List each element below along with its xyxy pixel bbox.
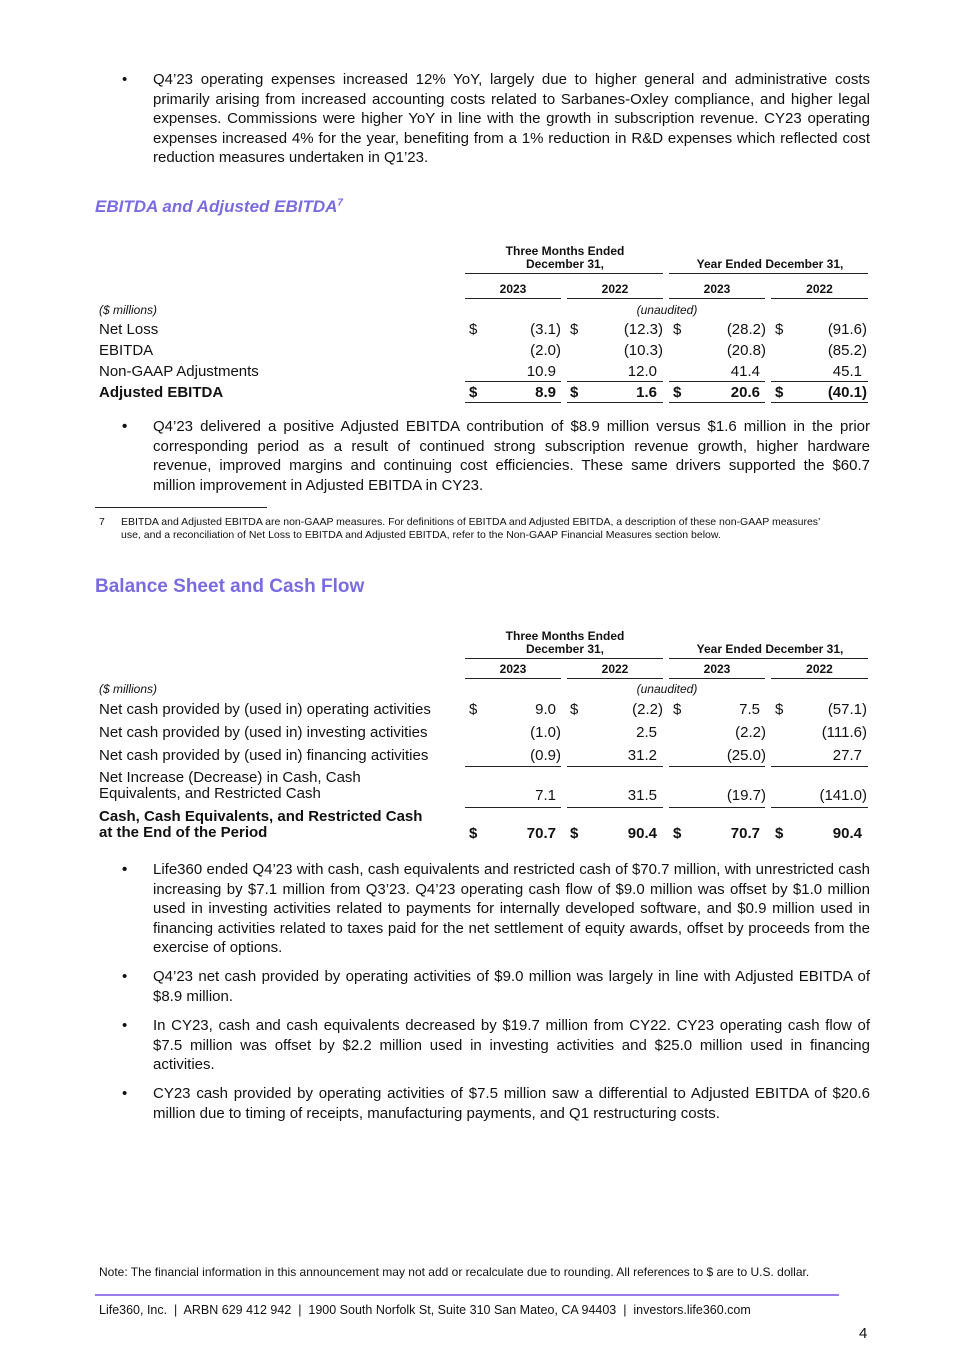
- year-col-4: 2022: [806, 282, 833, 296]
- value-cell: (57.1): [827, 701, 867, 718]
- rule: [465, 273, 663, 274]
- value-cell: 31.2: [627, 747, 657, 764]
- bullet-marker: •: [122, 418, 128, 435]
- rule: [771, 766, 868, 767]
- dollar-sign: $: [469, 701, 478, 718]
- rule: [669, 678, 765, 679]
- dollar-sign: $: [570, 701, 579, 718]
- value-cell: 7.1: [535, 787, 556, 804]
- rule: [567, 298, 663, 299]
- footnote-ref: 7: [337, 197, 343, 209]
- rule: [567, 381, 663, 382]
- dollar-sign: $: [469, 321, 478, 338]
- value-cell: (111.6): [821, 724, 867, 741]
- dollar-sign: $: [775, 825, 784, 842]
- footnote-text: EBITDA and Adjusted EBITDA are non-GAAP measures. For definitions of EBITDA and Adjusted EBITDA, a description of these non-GAAP measures’ use, and a reconciliation of Net Loss to EBITDA and Adjusted EBITDA, refer to the Non-GAAP Financial Measures section below.: [121, 516, 820, 541]
- row-label-line: at the End of the Period: [99, 824, 268, 841]
- bullet-text: Q4’23 net cash provided by operating activities of $9.0 million was largely in line with Adjusted EBITDA of $8.9 million.: [153, 968, 870, 1005]
- value-cell: (25.0): [726, 747, 766, 764]
- value-cell: (85.2): [827, 342, 867, 359]
- footnote-number: 7: [99, 516, 105, 528]
- value-cell: (10.3): [623, 342, 663, 359]
- footer-note: Note: The financial information in this announcement may not add or recalculate due to rounding. All references to $ are to U.S. dollar.: [99, 1265, 810, 1279]
- units-label: ($ millions): [99, 303, 158, 317]
- rule: [567, 766, 663, 767]
- row-label-line: Equivalents, and Restricted Cash: [99, 785, 321, 802]
- section-title-balance: Balance Sheet and Cash Flow: [95, 576, 365, 597]
- rule: [465, 678, 561, 679]
- value-cell: (28.2): [726, 321, 766, 338]
- rule: [669, 273, 868, 274]
- dollar-sign: $: [673, 825, 682, 842]
- rule: [465, 298, 561, 299]
- value-cell: (2.2): [735, 724, 766, 741]
- value-cell: (40.1): [827, 384, 867, 401]
- year-col-1: 2023: [499, 282, 527, 296]
- bullet-operating: [122, 967, 870, 1007]
- dollar-sign: $: [673, 321, 682, 338]
- year-col-4: 2022: [806, 662, 833, 676]
- row-label: Adjusted EBITDA: [99, 384, 224, 401]
- value-cell: (19.7): [726, 787, 766, 804]
- bullet-text: Life360 ended Q4’23 with cash, cash equivalents and restricted cash of $70.7 million, with unrestricted cash increasing by $7.1 million from Q3’23. Q4’23 operating cash flow of $9.0 million was offset by $1.0 million used in investing activities related to payments for internally developed software, and $0.9 million used in financing activities related to taxes paid for the net settlement of equity awards, offset by proceeds from the exercise of options.: [153, 861, 870, 957]
- value-cell: 2.5: [636, 724, 657, 741]
- rule: [771, 678, 868, 679]
- rule: [465, 658, 663, 659]
- value-cell: 90.4: [627, 825, 657, 842]
- header-year-ended: Year Ended December 31,: [696, 642, 844, 656]
- rule: [567, 402, 663, 403]
- bullet-marker: •: [122, 1017, 128, 1034]
- value-cell: 70.7: [526, 825, 556, 842]
- bullet-text: CY23 cash provided by operating activities of $7.5 million saw a differential to Adjusted EBITDA of $20.6 million due to timing of receipts, manufacturing payments, and Q1 restructuring costs.: [153, 1085, 870, 1122]
- section-title-ebitda: EBITDA and Adjusted EBITDA$^7$: [95, 197, 343, 216]
- row-label: [99, 809, 422, 841]
- row-label: EBITDA: [99, 342, 154, 359]
- year-col-3: 2023: [703, 662, 731, 676]
- year-col-1: 2023: [499, 662, 527, 676]
- value-cell: (12.3): [623, 321, 663, 338]
- bullet-ebitda: [122, 417, 870, 497]
- dollar-sign: $: [775, 701, 784, 718]
- value-cell: 8.9: [535, 384, 556, 401]
- value-cell: (2.0): [530, 342, 561, 359]
- row-label-line: Net Increase (Decrease) in Cash, Cash: [99, 769, 361, 786]
- value-cell: 12.0: [627, 363, 657, 380]
- dollar-sign: $: [673, 701, 682, 718]
- rule: [567, 807, 663, 808]
- value-cell: (20.8): [726, 342, 766, 359]
- value-cell: 41.4: [730, 363, 760, 380]
- footer-company-info: Life360, Inc. | ARBN 629 412 942 | 1900 South Norfolk St, Suite 310 San Mateo, CA 94403 | investors.life360.com: [99, 1303, 751, 1317]
- bullet-marker: •: [122, 1085, 128, 1102]
- row-label: Non-GAAP Adjustments: [99, 363, 259, 380]
- row-label: Net cash provided by (used in) operating activities: [99, 701, 431, 718]
- bullet-marker: •: [122, 861, 128, 878]
- value-cell: 27.7: [832, 747, 862, 764]
- dollar-sign: $: [469, 825, 478, 842]
- rule: [669, 658, 868, 659]
- value-cell: 45.1: [832, 363, 862, 380]
- row-label-line: Cash, Cash Equivalents, and Restricted Cash: [99, 808, 423, 825]
- row-label: Net cash provided by (used in) financing activities: [99, 747, 429, 764]
- rule: [771, 807, 868, 808]
- rule: [465, 766, 561, 767]
- bullet-text: In CY23, cash and cash equivalents decreased by $19.7 million from CY22. CY23 operating cash flow of $7.5 million was offset by $2.2 million used in investing activities and $25.0 million used in financing activities.: [153, 1017, 870, 1074]
- dollar-sign: $: [469, 384, 478, 401]
- rule: [669, 766, 765, 767]
- bullet-differential: [122, 1084, 870, 1124]
- bullet-opex: [122, 70, 870, 170]
- footer-divider: [95, 1294, 839, 1296]
- dollar-sign: $: [570, 321, 579, 338]
- footnote-rule: [95, 507, 267, 508]
- header-year-ended: Year Ended December 31,: [696, 257, 844, 271]
- row-label: [99, 770, 361, 802]
- units-label: ($ millions): [99, 682, 158, 696]
- value-cell: 1.6: [636, 384, 657, 401]
- value-cell: (1.0): [530, 724, 561, 741]
- rule: [465, 402, 561, 403]
- header-three-months: Three Months Ended December 31,: [505, 629, 625, 656]
- rule: [669, 807, 765, 808]
- value-cell: 10.9: [526, 363, 556, 380]
- value-cell: (3.1): [530, 321, 561, 338]
- rule: [465, 807, 561, 808]
- dollar-sign: $: [570, 825, 579, 842]
- rule: [465, 381, 561, 382]
- bullet-cash: [122, 860, 870, 960]
- bullet-marker: •: [122, 968, 128, 985]
- unaudited-label: (unaudited): [636, 682, 698, 696]
- value-cell: 70.7: [730, 825, 760, 842]
- dollar-sign: $: [570, 384, 579, 401]
- value-cell: (0.9): [530, 747, 561, 764]
- bullet-text: Q4’23 delivered a positive Adjusted EBITDA contribution of $8.9 million versus $1.6 million in the prior corresponding period as a result of continued strong subscription revenue growth, higher hardware revenue, improved margins and continuing cost efficiencies. These same drivers supported the $60.7 million improvement in Adjusted EBITDA in CY23.: [153, 418, 870, 494]
- rule: [771, 402, 868, 403]
- rule: [567, 678, 663, 679]
- value-cell: (2.2): [632, 701, 663, 718]
- dollar-sign: $: [775, 384, 784, 401]
- bullet-marker: •: [122, 71, 128, 88]
- rule: [771, 381, 868, 382]
- rule: [669, 381, 765, 382]
- header-three-months: Three Months Ended December 31,: [505, 244, 625, 271]
- value-cell: 9.0: [535, 701, 556, 718]
- value-cell: 90.4: [832, 825, 862, 842]
- year-col-2: 2022: [601, 282, 629, 296]
- value-cell: 31.5: [627, 787, 657, 804]
- year-col-2: 2022: [601, 662, 629, 676]
- unaudited-label: (unaudited): [636, 303, 698, 317]
- dollar-sign: $: [673, 384, 682, 401]
- value-cell: (91.6): [827, 321, 867, 338]
- rule: [669, 298, 765, 299]
- row-label: Net cash provided by (used in) investing activities: [99, 724, 428, 741]
- dollar-sign: $: [775, 321, 784, 338]
- year-col-3: 2023: [703, 282, 731, 296]
- value-cell: 7.5: [739, 701, 760, 718]
- value-cell: (141.0): [819, 787, 867, 804]
- row-label: Net Loss: [99, 321, 159, 338]
- bullet-text: Q4’23 operating expenses increased 12% YoY, largely due to higher general and administrative costs primarily arising from increased accounting costs related to Sarbanes-Oxley compliance, and higher legal expenses. Commissions were higher YoY in line with the growth in subscription revenue. CY23 operating expenses increased 4% for the year, benefiting from a 1% reduction in R&D expenses which reflected cost reduction measures undertaken in Q1’23.: [153, 71, 870, 167]
- rule: [669, 402, 765, 403]
- bullet-cy23: [122, 1016, 870, 1076]
- value-cell: 20.6: [730, 384, 760, 401]
- page-number: 4: [859, 1325, 868, 1342]
- rule: [771, 298, 868, 299]
